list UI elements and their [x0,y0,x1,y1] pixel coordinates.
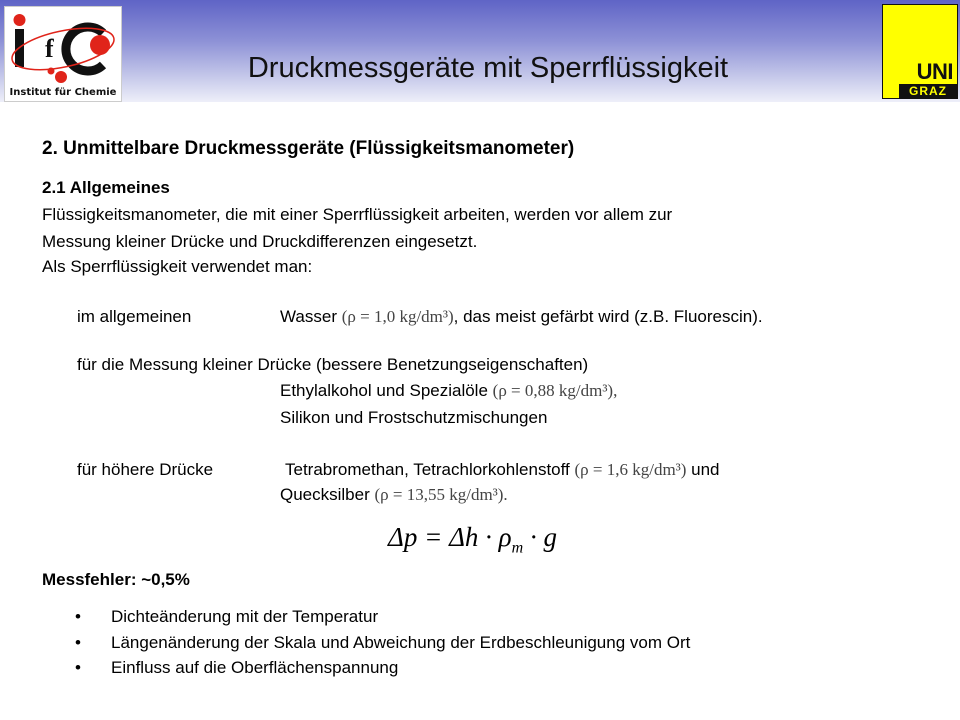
formula-right: · g [523,522,557,552]
intro-line-2: Messung kleiner Drücke und Druckdifferenzen eingesetzt. [42,232,478,251]
row3-content-2 [280,485,508,505]
uni-logo-text: UNI [916,59,953,84]
row3-content [285,460,720,480]
bullet-text: Einfluss auf die Oberflächenspannung [111,658,399,677]
row3-text1: Tetrabromethan, Tetrachlorkohlenstoff [285,460,575,479]
row1-content [280,307,763,327]
error-heading: Messfehler: ~0,5% [42,570,190,589]
row2-density: (ρ = 0,88 kg/dm³), [492,381,618,400]
ifc-logo-caption: Institut für Chemie [9,87,117,98]
formula-left: Δp = Δh · ρ [388,522,512,552]
pressure-formula [388,522,557,557]
bullet-icon: • [75,658,81,677]
formula-sub: m [511,539,524,557]
row3-text2: Quecksilber [280,485,375,504]
row2-text1: Ethylalkohol und Spezialöle [280,381,493,400]
section-heading: 2. Unmittelbare Druckmessgeräte (Flüssigkeitsmanometer) [42,138,575,159]
intro-line-1: Flüssigkeitsmanometer, die mit einer Sperrflüssigkeit arbeiten, werden vor allem zur [42,205,673,224]
bullet-icon: • [75,633,81,652]
subheading: 2.1 Allgemeines [42,178,170,197]
svg-text:f: f [45,34,54,63]
row3-and: und [686,460,720,479]
row2-label: für die Messung kleiner Drücke (bessere Benetzungseigenschaften) [77,355,589,374]
bullet-text: Dichteänderung mit der Temperatur [111,607,379,626]
page-title: Druckmessgeräte mit Sperrflüssigkeit [247,52,729,84]
row3-label: für höhere Drücke [77,460,214,479]
row1-density: (ρ = 1,0 kg/dm³) [341,307,454,326]
graz-logo-text: GRAZ [899,84,957,98]
row2-content [280,381,617,401]
uni-graz-logo-icon [882,4,958,99]
row1-tail: , das meist gefärbt wird (z.B. Fluorescin). [453,307,763,326]
row1-label: im allgemeinen [77,307,192,326]
row1-text: Wasser [280,307,342,326]
bullet-icon: • [75,607,81,626]
intro-line-3: Als Sperrflüssigkeit verwendet man: [42,257,313,276]
bullet-text: Längenänderung der Skala und Abweichung der Erdbeschleunigung vom Ort [111,633,691,652]
row3-density1: (ρ = 1,6 kg/dm³) [574,460,687,479]
row3-density2: (ρ = 13,55 kg/dm³). [374,485,508,504]
row2-text2: Silikon und Frostschutzmischungen [280,408,548,427]
header-band [0,0,960,102]
